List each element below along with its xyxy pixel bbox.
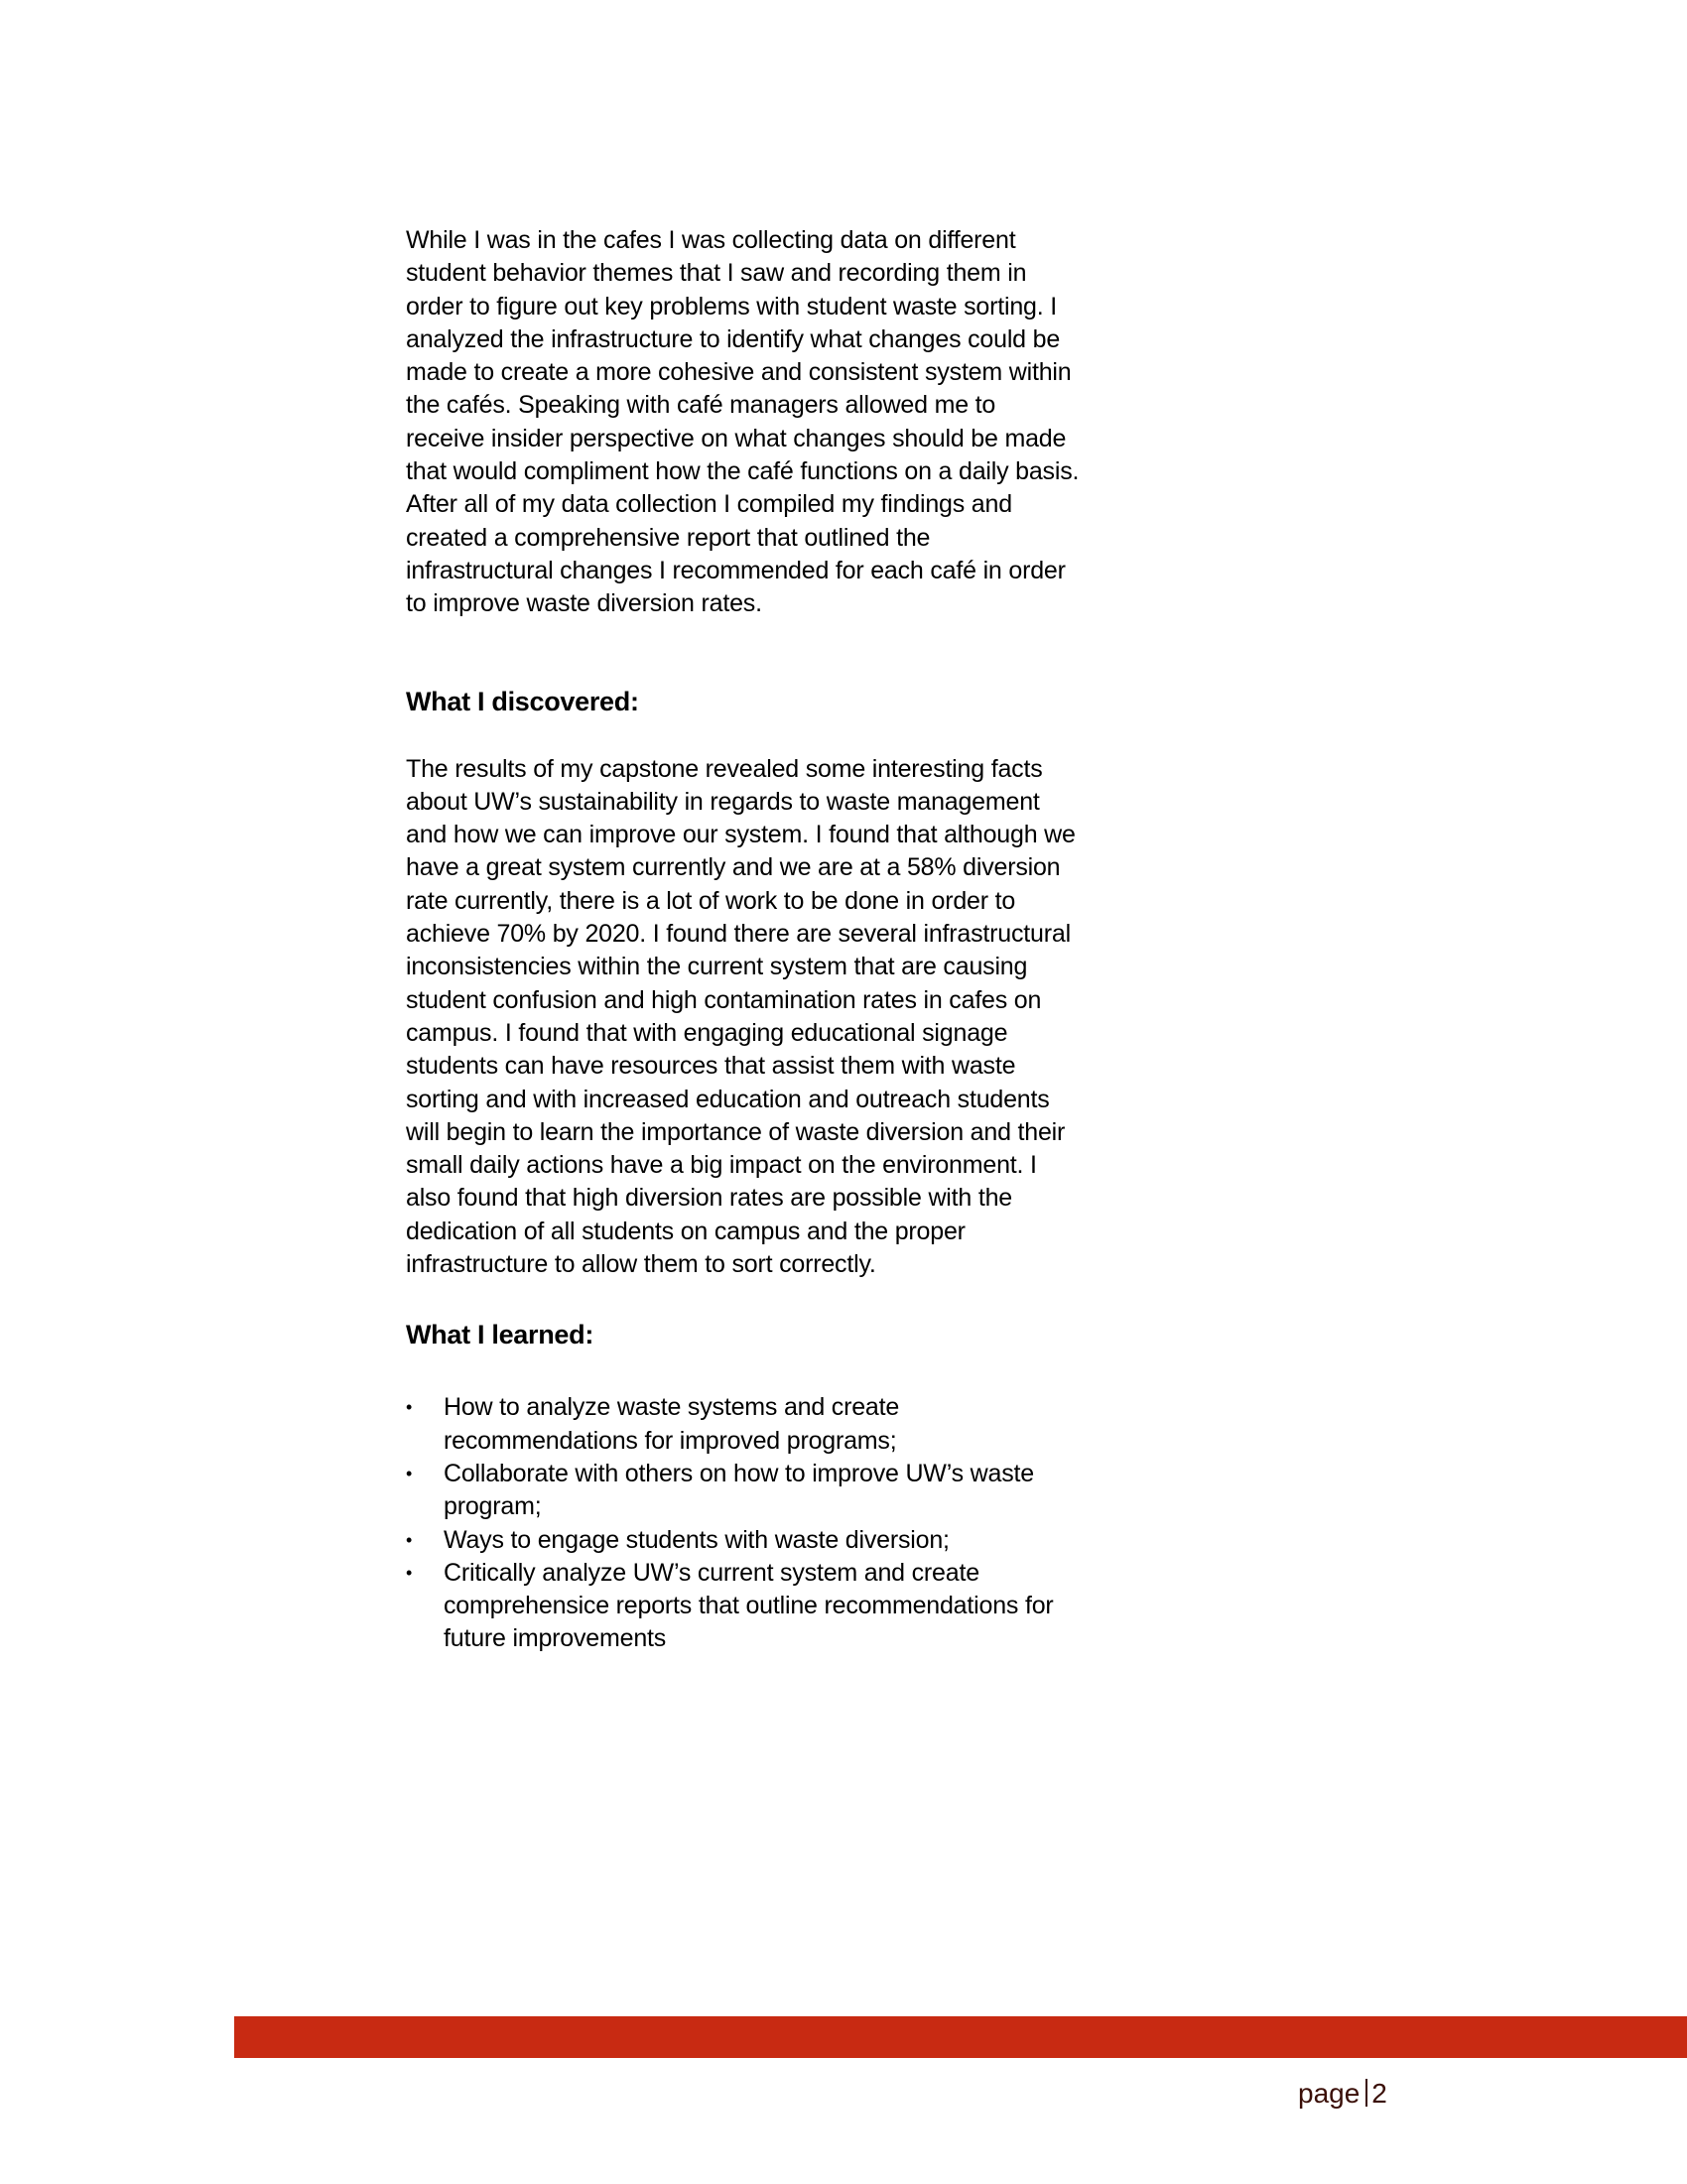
discovered-paragraph: The results of my capstone revealed some interesting facts about UW’s sustainability in regards to waste management and how we can improve our system. I found that although we have a great system currently and we are at a 58% diversion rate currently, there is a lot of work to be done in order to achieve 70% by 2020. I found there are several infrastructural inconsistencies within the current system that are causing student confusion and high contamination rates in cafes on campus. I found that with engaging educational signage students can have resources that assist them with waste sorting and with increased education and outreach students will begin to learn the importance of waste diversion and their small daily actions have a big impact on the environment. I also found that high diversion rates are possible with the dedication of all students on campus and the proper infrastructure to allow them to sort correctly.	[406, 754, 1076, 1279]
page-separator	[1365, 2079, 1367, 2107]
list-item-text: Critically analyze UW’s current system and create comprehensice reports that outline recommendations for future improvements	[444, 1558, 1054, 1653]
footer-accent-bar	[234, 2016, 1687, 2058]
list-item	[406, 1557, 1081, 1656]
list-item	[406, 1458, 1081, 1524]
list-item-text: Collaborate with others on how to improve UW’s waste program;	[444, 1459, 1034, 1521]
page-number	[1298, 2077, 1387, 2111]
bullet-icon: •	[406, 1529, 413, 1550]
bullet-icon: •	[406, 1397, 413, 1418]
list-item-text: How to analyze waste systems and create recommendations for improved programs;	[444, 1393, 900, 1455]
section-heading-learned: What I learned:	[406, 1320, 594, 1350]
bullet-icon: •	[406, 1562, 413, 1583]
list-item	[406, 1391, 1081, 1458]
page-label: page	[1298, 2078, 1361, 2109]
section-heading-discovered: What I discovered:	[406, 686, 639, 716]
list-item-text: Ways to engage students with waste diversion;	[444, 1525, 950, 1554]
list-item	[406, 1524, 1081, 1557]
learned-list	[406, 1391, 1081, 1655]
page-number-value: 2	[1371, 2078, 1387, 2109]
bullet-icon: •	[406, 1463, 413, 1483]
intro-paragraph: While I was in the cafes I was collecting data on different student behavior themes that I saw and recording them in order to figure out key problems with student waste sorting. I analyzed the infrastructure to identify what changes could be made to create a more cohesive and consistent system within the cafés. Speaking with café managers allowed me to receive insider perspective on what changes should be made that would compliment how the café functions on a daily basis. After all of my data collection I compiled my findings and created a comprehensive report that outlined the infrastructural changes I recommended for each café in order to improve waste diversion rates.	[406, 226, 1080, 618]
document-body	[406, 224, 1081, 1656]
